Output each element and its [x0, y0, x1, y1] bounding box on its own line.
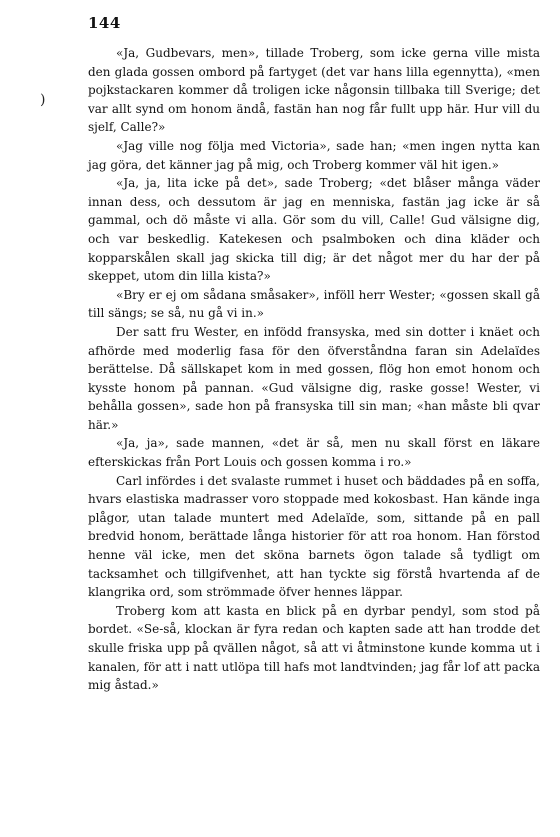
paragraph: «Jag ville nog följa med Victoria», sade han; «men ingen nytta kan jag göra, det känner jag på mig, och Troberg kommer väl hit igen.»	[88, 138, 540, 172]
paragraph: «Ja, Gudbevars, men», tillade Troberg, som icke gerna ville mista den glada gossen ombord på fartyget (det var hans lilla egennytta), «men pojkstackaren kommer då troligen icke någonsin tillbaka till Sverige; det var allt synd om honom ändå, fastän han nog får fullt upp här. Hur vill du sjelf, Calle?»	[88, 46, 540, 135]
page-number: 144	[88, 14, 121, 32]
paragraph: «Bry er ej om sådana småsaker», inföll herr Wester; «gossen skall gå till sängs; se så, nu gå vi in.»	[88, 287, 540, 321]
body-text	[88, 44, 540, 695]
paragraph: Carl infördes i det svalaste rummet i huset och bäddades på en soffa, hvars elastiska madrasser voro stoppade med kokosbast. Han kände inga plågor, utan talade muntert med Adelaïde, som, sittande på en pall bredvid honom, berättade långa historier för att roa honom. Han förstod henne väl icke, men det sköna barnets ögon talade så tydligt om tacksamhet och tillgifvenhet, att han tyckte sig förstå hvartenda af de klangrika ord, som strömmade öfver hennes läppar.	[88, 473, 540, 600]
paragraph: Der satt fru Wester, en infödd fransyska, med sin dotter i knäet och afhörde med moderlig fasa för den öfverståndna faran sin Adelaïdes berättelse. Då sällskapet kom in med gossen, flög hon emot honom och kysste honom på pannan. «Gud välsigne dig, raske gosse! Wester, vi behålla gossen», sade hon på fransyska till sin man; «han måste bli qvar här.»	[88, 324, 540, 432]
paragraph: «Ja, ja», sade mannen, «det är så, men nu skall först en läkare efterskickas från Port Louis och gossen komma i ro.»	[88, 436, 540, 470]
paragraph: Troberg kom att kasta en blick på en dyrbar pendyl, som stod på bordet. «Se-så, klockan är fyra redan och kapten sade att han trodde det skulle friska upp på qvällen något, så att vi åtminstone kunde komma ut i kanalen, för att i natt utlöpa till hafs mot landtvinden; jag får lof att packa mig åstad.»	[88, 603, 540, 693]
margin-mark: )	[40, 92, 46, 108]
paragraph: «Ja, ja, lita icke på det», sade Troberg; «det blåser många väder innan dess, och dessutom är jag en menniska, fastän jag icke är så gammal, och dö måste vi alla. Gör som du vill, Calle! Gud välsigne dig, och var beskedlig. Katekesen och psalmboken och dina kläder och kopparskålen skall jag skicka till dig; är det något mer du har der på skeppet, utom din lilla kista?»	[88, 176, 540, 284]
